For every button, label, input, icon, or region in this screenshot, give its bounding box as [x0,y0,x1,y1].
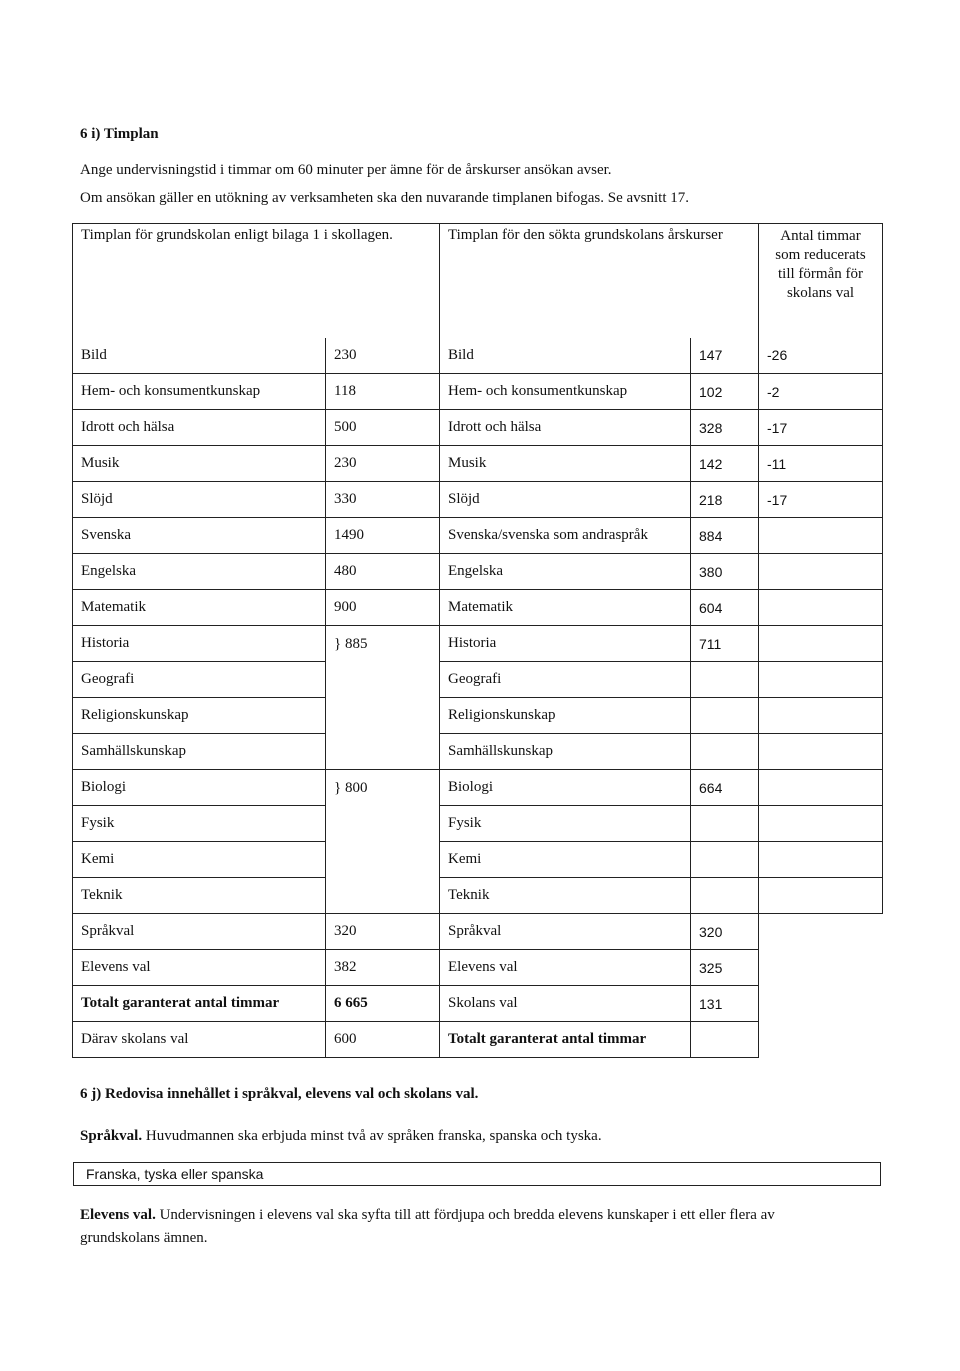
hours-cell: 230 [326,338,440,374]
hours2-cell [691,806,759,842]
subject2-cell: Geografi [440,662,691,698]
hours-cell: 6 665 [326,986,440,1022]
empty-cell [759,914,883,950]
empty-cell [759,950,883,986]
subject-cell: Hem- och konsumentkunskap [73,374,326,410]
reduced-cell: -17 [759,482,883,518]
hours-cell: 600 [326,1022,440,1058]
elevens-val-text-1: Undervisningen i elevens val ska syfta till att fördjupa och bredda elevens kunskaper i ett eller flera av [155,1207,775,1223]
table-row [73,878,883,914]
table-row [73,590,883,626]
subject-cell: Musik [73,446,326,482]
header-reduced-hours [759,224,883,338]
hours2-cell: 604 [691,590,759,626]
reduced-cell [759,734,883,770]
hours2-cell: 218 [691,482,759,518]
timplan-header-row [73,224,883,338]
subject-cell: Engelska [73,554,326,590]
subject-cell: Totalt garanterat antal timmar [73,986,326,1022]
subject2-cell: Religionskunskap [440,698,691,734]
table-row [73,626,883,662]
hours-cell: 320 [326,914,440,950]
subject-cell: Fysik [73,806,326,842]
hours-cell: 1490 [326,518,440,554]
subject2-cell: Engelska [440,554,691,590]
subject2-cell: Hem- och konsumentkunskap [440,374,691,410]
hours2-cell [691,878,759,914]
table-row [73,770,883,806]
hours-cell: 330 [326,482,440,518]
subject-cell: Biologi [73,770,326,806]
subject2-cell: Slöjd [440,482,691,518]
subject-cell: Idrott och hälsa [73,410,326,446]
table-row [73,446,883,482]
table-row [73,338,883,374]
hours-cell: 900 [326,590,440,626]
reduced-cell: -26 [759,338,883,374]
section-6i-intro-2: Om ansökan gäller en utökning av verksamheten ska den nuvarande timplanen bifogas. Se avsnitt 17. [80,190,690,206]
sprakval-answer-field[interactable] [73,1162,881,1186]
subject2-cell: Historia [440,626,691,662]
section-6i-intro-1: Ange undervisningstid i timmar om 60 minuter per ämne för de årskurser ansökan avser. [80,162,612,178]
subject-cell: Religionskunskap [73,698,326,734]
reduced-cell: -2 [759,374,883,410]
hours2-cell [691,842,759,878]
subject-cell: Svenska [73,518,326,554]
hours2-cell: 142 [691,446,759,482]
reduced-cell [759,554,883,590]
table-row [73,374,883,410]
subject-cell: Därav skolans val [73,1022,326,1058]
subject2-cell: Totalt garanterat antal timmar [440,1022,691,1058]
hours2-cell: 325 [691,950,759,986]
subject-cell: Slöjd [73,482,326,518]
subject-cell: Elevens val [73,950,326,986]
timplan-table [72,223,883,1058]
hours2-cell: 664 [691,770,759,806]
subject-cell: Teknik [73,878,326,914]
table-row [73,1022,883,1058]
hours2-cell: 102 [691,374,759,410]
subject2-cell: Bild [440,338,691,374]
table-row [73,842,883,878]
table-row [73,482,883,518]
subject-cell: Kemi [73,842,326,878]
empty-cell [759,986,883,1022]
hours-cell: 118 [326,374,440,410]
reduced-cell [759,518,883,554]
table-row [73,554,883,590]
hours2-cell: 711 [691,626,759,662]
reduced-cell [759,662,883,698]
subject-cell: Språkval [73,914,326,950]
hours2-cell [691,698,759,734]
subject-cell: Bild [73,338,326,374]
subject2-cell: Elevens val [440,950,691,986]
hours2-cell: 147 [691,338,759,374]
subject-cell: Geografi [73,662,326,698]
reduced-cell [759,842,883,878]
hours2-cell [691,1022,759,1058]
section-6i-heading: 6 i) Timplan [80,126,159,142]
table-row [73,806,883,842]
table-row [73,914,883,950]
elevens-val-label: Elevens val. [80,1207,156,1223]
hours2-cell: 328 [691,410,759,446]
hours2-cell: 131 [691,986,759,1022]
header-school-plan: Timplan för den sökta grundskolans årskurser [440,224,759,338]
reduced-cell [759,590,883,626]
hours-cell: 480 [326,554,440,590]
sprakval-paragraph [80,1126,602,1146]
table-row [73,950,883,986]
reduced-cell [759,806,883,842]
subject2-cell: Kemi [440,842,691,878]
table-row [73,986,883,1022]
subject2-cell: Fysik [440,806,691,842]
sprakval-answer-value: Franska, tyska eller spanska [86,1166,264,1182]
subject2-cell: Matematik [440,590,691,626]
table-row [73,518,883,554]
table-row [73,698,883,734]
subject2-cell: Samhällskunskap [440,734,691,770]
reduced-cell [759,878,883,914]
subject2-cell: Idrott och hälsa [440,410,691,446]
subject2-cell: Svenska/svenska som andraspråk [440,518,691,554]
table-row [73,410,883,446]
hours-cell: 500 [326,410,440,446]
header-reduced-line-3: till förmån för [778,266,863,282]
subject2-cell: Språkval [440,914,691,950]
reduced-cell: -17 [759,410,883,446]
reduced-cell [759,698,883,734]
sprakval-label: Språkval. [80,1128,143,1144]
elevens-val-text-2: grundskolans ämnen. [80,1230,208,1246]
subject2-cell: Teknik [440,878,691,914]
header-reduced-line-4: skolans val [786,285,855,301]
empty-cell [759,1022,883,1058]
hours2-cell: 884 [691,518,759,554]
hours-cell: 230 [326,446,440,482]
reduced-cell: -11 [759,446,883,482]
elevens-val-paragraph [80,1205,880,1248]
reduced-cell [759,626,883,662]
header-national-plan: Timplan för grundskolan enligt bilaga 1 i skollagen. [73,224,440,338]
subject-cell: Samhällskunskap [73,734,326,770]
hours2-cell: 380 [691,554,759,590]
subject-cell: Matematik [73,590,326,626]
header-reduced-line-2: som reducerats [775,247,866,263]
section-6j-heading: 6 j) Redovisa innehållet i språkval, elevens val och skolans val. [80,1086,479,1102]
hours-cell: 382 [326,950,440,986]
table-row [73,662,883,698]
subject2-cell: Biologi [440,770,691,806]
reduced-cell [759,770,883,806]
hours2-cell: 320 [691,914,759,950]
table-row [73,734,883,770]
header-reduced-line-1: Antal timmar [780,228,861,244]
hours2-cell [691,662,759,698]
sprakval-text: Huvudmannen ska erbjuda minst två av språken franska, spanska och tyska. [142,1128,602,1144]
subject-cell: Historia [73,626,326,662]
hours2-cell [691,734,759,770]
subject2-cell: Musik [440,446,691,482]
so-group-hours-cell: } 885 [326,626,440,770]
subject2-cell: Skolans val [440,986,691,1022]
no-group-hours-cell: } 800 [326,770,440,914]
